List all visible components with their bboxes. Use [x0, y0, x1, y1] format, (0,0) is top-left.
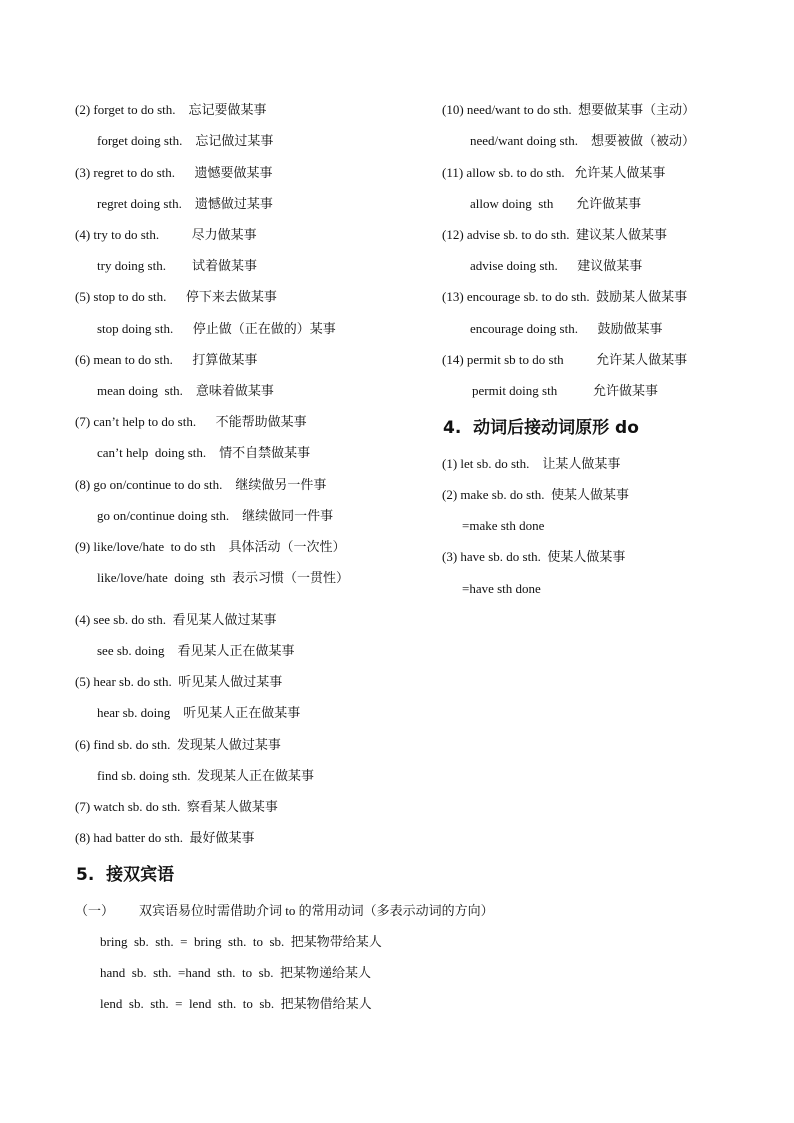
text-line: (2) forget to do sth. 忘记要做某事	[75, 102, 267, 117]
text-line: (7) can’t help to do sth. 不能帮助做某事	[75, 414, 307, 429]
text-line: like/love/hate doing sth 表示习惯（一贯性）	[97, 570, 350, 585]
text-line: (7) watch sb. do sth. 察看某人做某事	[75, 799, 278, 814]
section-5-heading: 5. 接双宾语	[76, 865, 175, 885]
text-line: (14) permit sb to do sth 允许某人做某事	[442, 352, 688, 367]
text-line: lend sb. sth. = lend sth. to sb. 把某物借给某人	[100, 996, 372, 1011]
text-line: hear sb. doing 听见某人正在做某事	[97, 705, 301, 720]
text-line: allow doing sth 允许做某事	[470, 196, 642, 211]
text-line: advise doing sth. 建议做某事	[470, 258, 643, 273]
text-line: (11) allow sb. to do sth. 允许某人做某事	[442, 165, 666, 180]
text-line: (8) go on/continue to do sth. 继续做另一件事	[75, 477, 327, 492]
text-line: find sb. doing sth. 发现某人正在做某事	[97, 768, 315, 783]
text-line: (13) encourage sb. to do sth. 鼓励某人做某事	[442, 289, 688, 304]
text-line: (6) mean to do sth. 打算做某事	[75, 352, 258, 367]
text-line: (4) try to do sth. 尽力做某事	[75, 227, 257, 242]
text-line: (10) need/want to do sth. 想要做某事（主动）	[442, 102, 696, 117]
text-line: (8) had batter do sth. 最好做某事	[75, 830, 255, 845]
intro-label: （一）	[75, 903, 115, 918]
text-line: need/want doing sth. 想要被做（被动）	[470, 133, 695, 148]
text-line: (9) like/love/hate to do sth 具体活动（一次性）	[75, 539, 346, 554]
text-line: mean doing sth. 意味着做某事	[97, 383, 274, 398]
section-4-heading: 4. 动词后接动词原形 do	[443, 418, 639, 438]
text-line: try doing sth. 试着做某事	[97, 258, 257, 273]
text-line: =have sth done	[462, 581, 541, 596]
text-line: stop doing sth. 停止做（正在做的）某事	[97, 321, 336, 336]
text-line: go on/continue doing sth. 继续做同一件事	[97, 508, 334, 523]
text-line: (4) see sb. do sth. 看见某人做过某事	[75, 612, 277, 627]
text-line: (5) stop to do sth. 停下来去做某事	[75, 289, 277, 304]
text-line: forget doing sth. 忘记做过某事	[97, 133, 274, 148]
text-line: permit doing sth 允许做某事	[472, 383, 658, 398]
text-line: (12) advise sb. to do sth. 建议某人做某事	[442, 227, 667, 242]
text-line: encourage doing sth. 鼓励做某事	[470, 321, 663, 336]
text-line: can’t help doing sth. 情不自禁做某事	[97, 445, 311, 460]
text-line: (3) have sb. do sth. 使某人做某事	[442, 549, 626, 564]
intro-text: 双宾语易位时需借助介词 to 的常用动词（多表示动词的方向）	[139, 903, 494, 918]
text-line: (2) make sb. do sth. 使某人做某事	[442, 487, 630, 502]
text-line: hand sb. sth. =hand sth. to sb. 把某物递给某人	[100, 965, 371, 980]
text-line: (5) hear sb. do sth. 听见某人做过某事	[75, 674, 283, 689]
text-line: (1) let sb. do sth. 让某人做某事	[442, 456, 621, 471]
text-line: bring sb. sth. = bring sth. to sb. 把某物带给某人	[100, 934, 382, 949]
text-line: (3) regret to do sth. 遗憾要做某事	[75, 165, 273, 180]
text-line: regret doing sth. 遗憾做过某事	[97, 196, 273, 211]
text-line: (6) find sb. do sth. 发现某人做过某事	[75, 737, 281, 752]
text-line: see sb. doing 看见某人正在做某事	[97, 643, 295, 658]
text-line: =make sth done	[462, 518, 545, 533]
